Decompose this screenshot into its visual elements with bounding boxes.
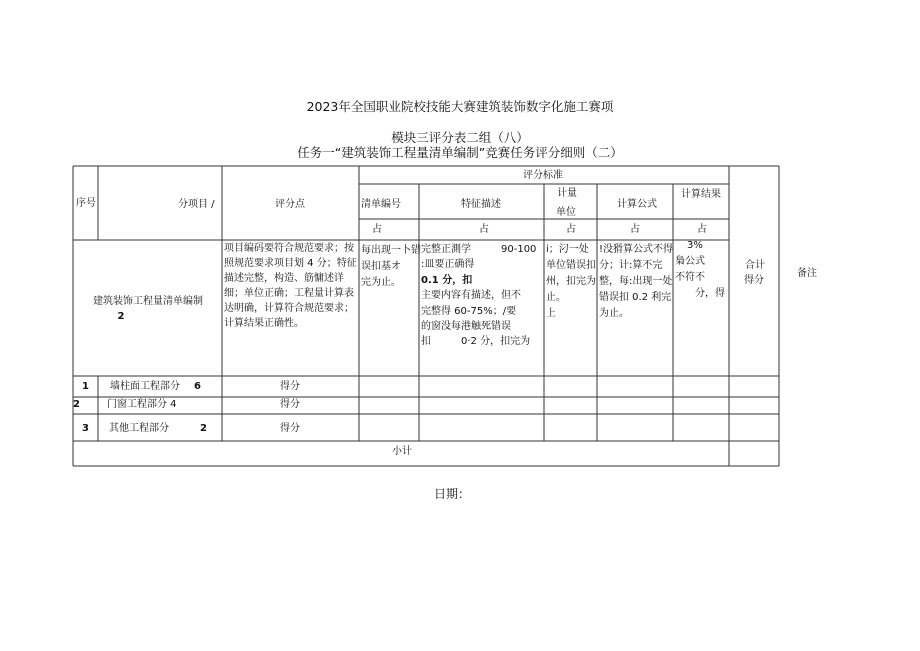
row1-score-label: 得分 [280,381,300,392]
row3-seq: 3 [82,423,89,434]
header-formula: 计算公式 [617,199,657,210]
header-result: 计算结果 [681,189,721,200]
code-criteria-text: 每出现一卜错 误扣基オ 完为止。 [361,245,421,288]
row2-score-label: 得分 [280,399,300,410]
row1-seq: 1 [82,381,89,392]
result-criteria-text: 3% 梟公式 不符不 分，得 [675,240,725,299]
pct-result: 占 [697,224,707,235]
header-unit-line2: 单位 [556,207,576,218]
header-code: 清单编号 [361,199,401,210]
row1-score: 6 [194,381,201,392]
row1-name: 墙柱面工程部分 [110,381,180,392]
document-title: 2023年全国职业院校技能大赛建筑装饰数字化施工赛项 [306,99,614,114]
header-total-line2: 得分 [744,275,764,286]
subtotal-label: 小计 [392,446,412,457]
header-sub-item: 分项目 / [178,199,215,210]
feature-criteria-text: 完整正測学 90-100 :皿要正确得 0.1 分，扣 主要内容有描述，但不 完整得 60-75%；/要 的窗没每港触死错误 扣 0·2 分，扣完为 [421,244,537,348]
header-unit-line1: 计量 [557,188,577,199]
document-subtitle: 模块三评分表二组（八） [391,130,529,145]
points-text: 项目编码要符合规范要求；按 照规范要求项目划 4 分；特征 描述完整，构造、筋慵述详 细；单位正确；工程量计算表 达明确，计算符合规范要求； 计算结果正确性。 [224,243,357,329]
row2-seq: 2 [73,399,80,410]
task-title: 任务一“建筑装饰工程量清单编制”竞赛任务评分细则（二） [297,145,623,160]
row2-name: 门窗工程部分 4 [107,399,177,410]
date-label: 日期： [434,487,471,501]
row3-name: 其他工程部分 [109,423,169,434]
header-remark: 备注 [797,268,817,279]
main-item-score: 2 [117,311,125,322]
row3-score-label: 得分 [280,423,300,434]
header-seq: 序号 [76,198,96,209]
main-item-name: 建筑装饰工程量清单编制 [93,296,203,307]
header-criteria: 评分标准 [523,170,563,181]
row3-score: 2 [200,423,207,434]
pct-feature: 占 [479,224,489,235]
header-points: 评分点 [275,199,305,210]
header-total-line1: 合计 [745,260,765,271]
formula-criteria-text: !没猾算公式不得 分；计:算不完 整，每:出现一处 错误扣 0.2 利完 为止。 [599,244,674,319]
pct-code: 占 [372,224,382,235]
unit-criteria-text: i；汈一处 单位错误扣 州，扣完为 止。 上 [546,244,596,319]
pct-unit: 占 [566,224,576,235]
header-feature: 特征描述 [461,199,501,210]
pct-formula: 占 [630,224,640,235]
